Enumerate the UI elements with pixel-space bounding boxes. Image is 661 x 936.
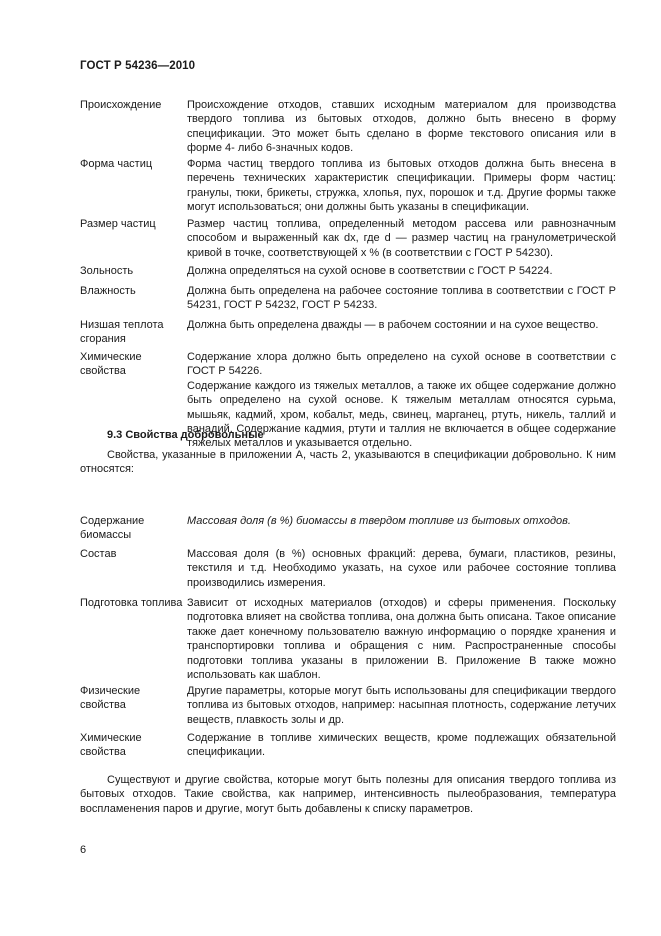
closing-paragraph: Существуют и другие свойства, которые могут быть полезны для описания твердого топлива из бытовых отходов. Такие свойства, как например, интенсивность пылеобразования, температура воспламенения паров и другие, могут быть добавлены к списку параметров.	[80, 774, 616, 815]
property-term: Химические свойства	[80, 732, 142, 759]
property-term: Низшая теплота сгорания	[80, 319, 164, 346]
property-definition: Зависит от исходных материалов (отходов) и сферы применения. Поскольку подготовка влияет на свойства топлива, она должна быть описана. Такое описание также дает конечному пользователю важную информацию о порядке хранения и транспортировки топлива и обращения с ним. Распространенные способы подготовки топлива указаны в приложении В. Приложение В также можно использовать как шаблон.	[187, 597, 616, 682]
property-term: Размер частиц	[80, 218, 156, 230]
property-definition: Должна быть определена на рабочее состояние топлива в соответствии с ГОСТ Р 54231, ГОСТ Р 54232, ГОСТ Р 54233.	[187, 285, 616, 312]
property-term: Состав	[80, 548, 117, 560]
property-definition: Должна определяться на сухой основе в соответствии с ГОСТ Р 54224.	[187, 265, 553, 277]
property-term: Происхождение	[80, 99, 162, 111]
section-intro: Свойства, указанные в приложении А, часть 2, указываются в спецификации добровольно. К ним относятся:	[80, 449, 616, 476]
document-header: ГОСТ Р 54236—2010	[80, 60, 196, 72]
property-definition: Содержание хлора должно быть определено на сухой основе в соответствии с ГОСТ Р 54226. Содержание каждого из тяжелых металлов, а также их общее содержание должно быть определено на сухой основе. К тяжелым металлам относятся сурьма, мышьяк, кадмий, хром, кобальт, медь, свинец, марганец, ртуть, никель, таллий и ванадий. Содержание кадмия, ртути и таллия не включается в общее содержание тяжелых металлов и указывается отдельно.	[187, 351, 616, 450]
property-definition: Другие параметры, которые могут быть использованы для спецификации твердого топлива из бытовых отходов, например: насыпная плотность, содержание летучих веществ, плавкость золы и др.	[187, 685, 616, 726]
property-term: Подготовка топлива	[80, 597, 183, 609]
property-definition: Размер частиц топлива, определенный методом рассева или равнозначным способом и выраженный как dx, где d — размер частиц на гранулометрической кривой в точке, соответствующей x % (в соответствии с ГОСТ Р 54230).	[187, 218, 616, 259]
property-term: Зольность	[80, 265, 134, 277]
property-definition: Форма частиц твердого топлива из бытовых отходов должна быть внесена в перечень технических характеристик спецификации. Примеры форм частиц: гранулы, тюки, брикеты, стружка, хлопья, пух, порошок и т.д. Другие формы также могут использоваться; они должны быть указаны в спецификации.	[187, 158, 616, 214]
property-definition: Массовая доля (в %) основных фракций: дерева, бумаги, пластиков, резины, текстиля и т.д. Необходимо указать, на сухое или рабочее состояние топлива производились измерения.	[187, 548, 616, 589]
property-term: Форма частиц	[80, 158, 153, 170]
property-term: Содержание биомассы	[80, 515, 145, 542]
property-definition: Должна быть определена дважды — в рабочем состоянии и на сухое вещество.	[187, 319, 599, 331]
property-definition: Происхождение отходов, ставших исходным материалом для производства твердого топлива из бытовых отходов, должно быть внесено в форму спецификации. Это может быть сделано в форме текстового описания или в форме 4- либо 6-значных кодов.	[187, 99, 616, 155]
property-term: Химические свойства	[80, 351, 142, 378]
section-title: 9.3 Свойства добровольные	[107, 429, 264, 441]
page-number: 6	[80, 844, 87, 856]
property-definition: Массовая доля (в %) биомассы в твердом топливе из бытовых отходов.	[187, 515, 571, 527]
property-definition: Содержание в топливе химических веществ, кроме подлежащих обязательной спецификации.	[187, 732, 616, 759]
property-term: Влажность	[80, 285, 136, 297]
property-term: Физические свойства	[80, 685, 141, 712]
